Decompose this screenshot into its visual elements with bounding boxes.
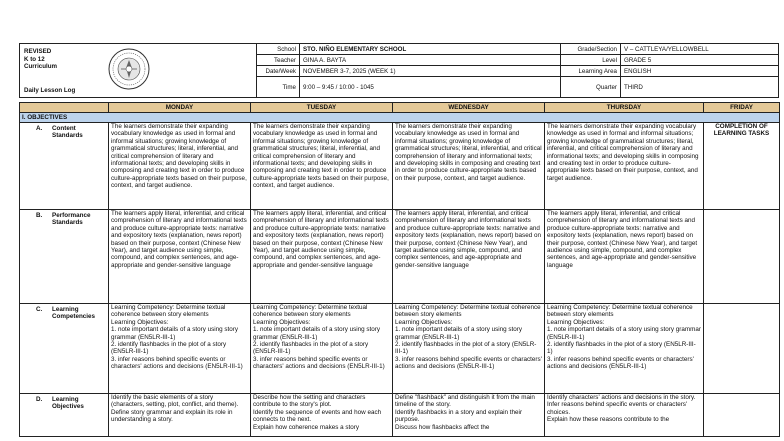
- lesson-log-table: [19, 102, 780, 437]
- row-letter: A.: [36, 125, 43, 132]
- level-row: [561, 55, 779, 66]
- level-value: GRADE 5: [624, 56, 652, 64]
- day-header-wednesday: WEDNESDAY: [393, 103, 545, 113]
- school-value: STO. NIÑO ELEMENTARY SCHOOL: [303, 45, 407, 53]
- header-middle-panel: [256, 44, 560, 97]
- cell-friday: [704, 210, 780, 304]
- cell-thursday: Identify characters' actions and decisions in the story. Infer reasons behind specific events or characters' choices. Explain how these reasons contribute to the: [545, 394, 704, 437]
- cell-wednesday: Define "flashback" and distinguish it from the main timeline of the story. Identify flashbacks in a story and explain their purpose. Discuss how flashbacks affect the: [393, 394, 545, 437]
- area-value: ENGLISH: [624, 67, 652, 75]
- day-header-monday: MONDAY: [109, 103, 251, 113]
- section-value: V – CATTLEYA/YELLOWBELL: [624, 45, 709, 53]
- header-left-panel: [20, 44, 257, 97]
- daily-lesson-log-page: [19, 43, 779, 441]
- cell-wednesday: The learners apply literal, inferential, and critical comprehension of literary and informational texts and produce culture-appropriate texts: narrative and expository texts (explanation, news report) based on their purpose, context (Chinese New Year), and target audience using simple, compound, and complex sentences, and age-appropriate and gender-sensitive language: [393, 210, 545, 304]
- day-header-thursday: THURSDAY: [545, 103, 704, 113]
- date-row: [256, 66, 560, 77]
- cell-monday: The learners apply literal, inferential, and critical comprehension of literary and informational texts and produce culture-appropriate texts: narrative and expository texts (explanation, news report) based on their purpose, context (Chinese New Year), and target audience using simple, compound, and complex sentences, and age-appropriate and gender-sensitive language: [109, 210, 251, 304]
- curriculum-label: [24, 48, 57, 71]
- area-label: Learning Area: [561, 66, 621, 76]
- row-header: [20, 304, 109, 394]
- table-row: [20, 123, 780, 210]
- quarter-label: Quarter: [561, 77, 621, 97]
- cell-friday: [704, 304, 780, 394]
- row-header: [20, 123, 109, 210]
- section-title: I. OBJECTIVES: [20, 113, 780, 123]
- area-row: [561, 66, 779, 77]
- header-right-panel: [560, 44, 779, 97]
- revised-text: REVISED: [24, 48, 52, 55]
- cell-wednesday: The learners demonstrate their expanding vocabulary knowledge as used in formal and informal situations; growing knowledge of grammatical structures; literal, inferential, and critical comprehension of literary and informational texts; and developing skills in composing and creating text in order to produce culture-appropriate texts based on their purpose, context, and target audience.: [393, 123, 545, 210]
- cell-thursday: The learners demonstrate their expanding vocabulary knowledge as used in formal and informal situations; growing knowledge of grammatical structures; literal, inferential, and critical comprehension of literary and informational texts; and developing skills in composing and creating text in order to produce culture-appropriate texts based on their purpose, context, and target audience.: [545, 123, 704, 210]
- objectives-section-row: [20, 113, 780, 123]
- section-row: [561, 44, 779, 55]
- time-label: Time: [256, 77, 300, 97]
- date-value: NOVEMBER 3-7, 2025 (WEEK 1): [303, 67, 396, 75]
- cell-thursday: Learning Competency: Determine textual coherence between story elements Learning Objectives: 1. note important details of a story using story grammar (EN5LR-III-1) 2. identify flashbacks in the plot of a story (EN5LR-III-1) 3. infer reasons behind specific events or characters' actions and decisions (EN5LR-III-1): [545, 304, 704, 394]
- cell-friday: [704, 394, 780, 437]
- table-row: [20, 210, 780, 304]
- deped-seal-icon: [108, 48, 150, 90]
- cell-tuesday: Describe how the setting and characters contribute to the story's plot. Identify the sequence of events and how each connects to the next. Explain how coherence makes a story: [251, 394, 393, 437]
- teacher-row: [256, 55, 560, 66]
- time-value: 9:00 – 9:45 / 10:00 - 1045: [303, 83, 374, 91]
- row-letter: B.: [36, 212, 43, 219]
- row-header: [20, 210, 109, 304]
- school-row: [256, 44, 560, 55]
- section-label: Grade/Section: [561, 44, 621, 54]
- date-label: Date/Week: [256, 66, 300, 76]
- teacher-label: Teacher: [256, 55, 300, 65]
- cell-thursday: The learners apply literal, inferential, and critical comprehension of literary and informational texts and produce culture-appropriate texts: narrative and expository texts (explanation, news report) based on their purpose, context (Chinese New Year), and target audience using simple, compound, and complex sentences, and age-appropriate and gender-sensitive language: [545, 210, 704, 304]
- cell-monday: Learning Competency: Determine textual coherence between story elements Learning Objectives: 1. note important details of a story using story grammar (EN5LR-III-1) 2. identify flashbacks in the plot of a story (EN5LR-III-1) 3. infer reasons behind specific events or characters' actions and decisions (EN5LR-III-1): [109, 304, 251, 394]
- table-row: [20, 304, 780, 394]
- cell-monday: Identify the basic elements of a story (characters, setting, plot, conflict, and theme). Define story grammar and explain its role in understanding a story.: [109, 394, 251, 437]
- cell-friday: COMPLETION OF LEARNING TASKS: [704, 123, 780, 210]
- cell-tuesday: Learning Competency: Determine textual coherence between story elements Learning Objectives: 1. note important details of a story using story grammar (EN5LR-III-1) 2. identify flashbacks in the plot of a story (EN5LR-III-1) 3. infer reasons behind specific events or characters' actions and decisions (EN5LR-III-1): [251, 304, 393, 394]
- school-label: School: [256, 44, 300, 54]
- cell-wednesday: Learning Competency: Determine textual coherence between story elements Learning Objectives: 1. note important details of a story using story grammar (EN5LR-III-1) 2. identify flashbacks in the plot of a story (EN5LR-III-1) 3. infer reasons behind specific events or characters' actions and decisions (EN5LR-III-1): [393, 304, 545, 394]
- row-title: Learning Objectives: [52, 396, 84, 411]
- curriculum-text: Curriculum: [24, 63, 58, 70]
- cell-monday: The learners demonstrate their expanding vocabulary knowledge as used in formal and informal situations; growing knowledge of grammatical structures; literal, inferential, and critical comprehension of literary and informational texts; and developing skills in composing and creating text in order to produce culture-appropriate texts based on their purpose, context, and target audience.: [109, 123, 251, 210]
- row-title: Learning Competencies: [52, 306, 96, 321]
- row-letter: D.: [36, 396, 43, 403]
- cell-tuesday: The learners demonstrate their expanding vocabulary knowledge as used in formal and informal situations; growing knowledge of grammatical structures; literal, inferential, and critical comprehension of literary and informational texts; and developing skills in composing and creating text in order to produce culture-appropriate texts based on their purpose, context, and target audience.: [251, 123, 393, 210]
- grade-span-text: K to 12: [24, 55, 45, 63]
- teacher-value: GINA A. BAYTA: [303, 56, 347, 64]
- row-title: Content Standards: [52, 125, 83, 140]
- day-header-tuesday: TUESDAY: [251, 103, 393, 113]
- corner-header: [20, 103, 109, 113]
- doc-type-label: Daily Lesson Log: [24, 87, 76, 94]
- row-letter: C.: [36, 306, 43, 313]
- row-title: Performance Standards: [52, 212, 91, 227]
- row-header: [20, 394, 109, 437]
- time-row: [256, 77, 560, 97]
- quarter-value: THIRD: [624, 83, 643, 91]
- dll-header: [19, 43, 779, 98]
- table-row: [20, 394, 780, 437]
- day-header-row: [20, 103, 780, 113]
- quarter-row: [561, 77, 779, 97]
- cell-tuesday: The learners apply literal, inferential, and critical comprehension of literary and informational texts and produce culture-appropriate texts: narrative and expository texts (explanation, news report) based on their purpose, context (Chinese New Year), and target audience using simple, compound, and complex sentences, and age-appropriate and gender-sensitive language: [251, 210, 393, 304]
- level-label: Level: [561, 55, 621, 65]
- day-header-friday: FRIDAY: [704, 103, 780, 113]
